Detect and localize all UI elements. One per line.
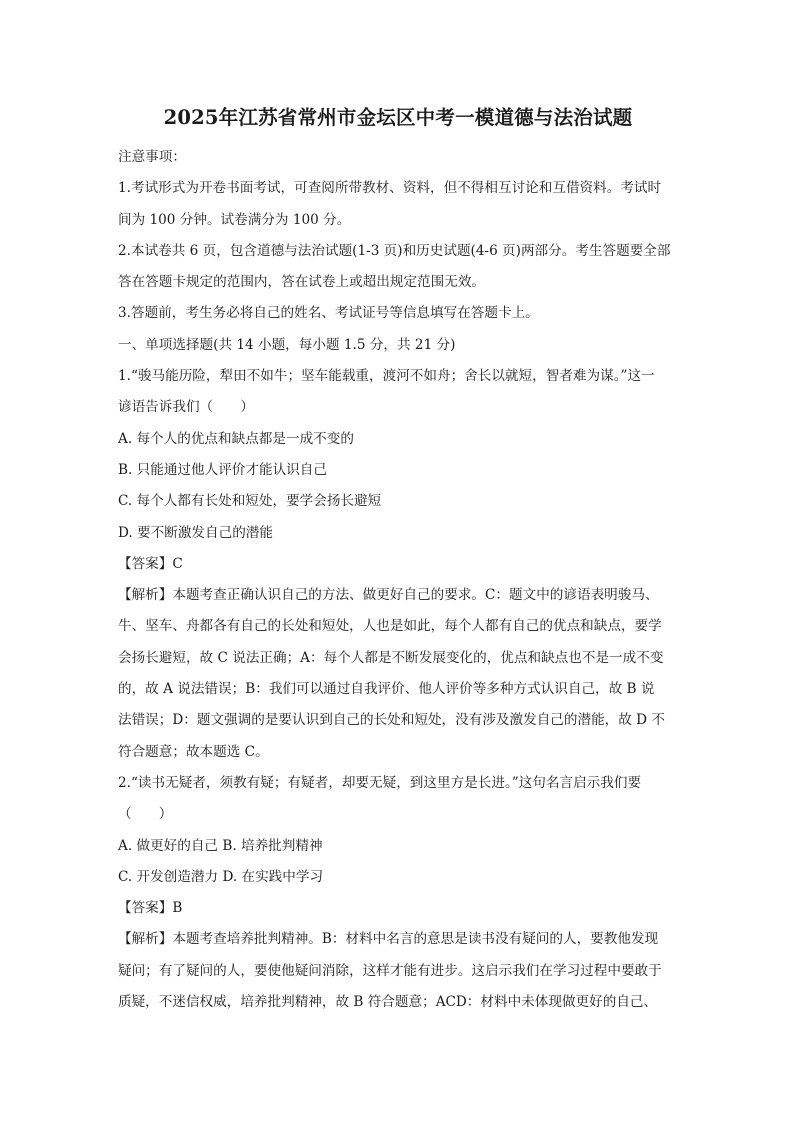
notice-item-1-line-2: 间为 100 分钟。试卷满分为 100 分。: [118, 211, 351, 228]
question-1-analysis-line-6: 符合题意；故本题选 C。: [118, 743, 269, 760]
question-1-stem-line-2: 谚语告诉我们（ ）: [118, 399, 254, 416]
question-1-option-c: C. 每个人都有长处和短处，要学会扬长避短: [118, 493, 382, 510]
question-1-analysis-line-4: 的，故 A 说法错误；B：我们可以通过自我评价、他人评价等多种方式认识自己，故 B 说: [118, 681, 655, 698]
question-2-stem-line-1: 2.“读书无疑者，须教有疑；有疑者，却要无疑，到这里方是长进。”这句名言启示我们要: [118, 774, 642, 791]
question-1-option-d: D. 要不断激发自己的潜能: [118, 524, 273, 541]
question-2-analysis-line-3: 质疑，不迷信权威，培养批判精神，故 B 符合题意；ACD：材料中未体现做更好的自己、: [118, 994, 658, 1011]
question-2-options-ab: A. 做更好的自己 B. 培养批判精神: [118, 837, 323, 854]
question-1-option-b: B. 只能通过他人评价才能认识自己: [118, 461, 327, 478]
question-2-stem-line-2: （ ）: [118, 806, 173, 823]
notice-item-2-line-2: 答在答题卡规定的范围内，答在试卷上或超出规定范围无效。: [118, 274, 486, 291]
notice-item-1-line-1: 1.考试形式为开卷书面考试，可查阅所带教材、资料，但不得相互讨论和互借资料。考试时: [118, 180, 662, 197]
question-1-stem-line-1: 1.“骏马能历险，犁田不如牛；坚车能载重，渡河不如舟；舍长以就短，智者难为谋。”这一: [118, 368, 655, 385]
notice-item-2-line-1: 2.本试卷共 6 页，包含道德与法治试题(1-3 页)和历史试题(4-6 页)两部分。考生答题要全部: [118, 242, 671, 259]
question-1-analysis-line-2: 牛、坚车、舟都各有自己的长处和短处，人也是如此，每个人都有自己的优点和缺点，要学: [118, 618, 662, 635]
section-heading: 一、单项选择题(共 14 小题，每小题 1.5 分，共 21 分): [118, 336, 456, 353]
question-2-analysis-line-2: 疑问；有了疑问的人，要使他疑问消除，这样才能有进步。这启示我们在学习过程中要敢于: [118, 962, 662, 979]
question-1-analysis-line-5: 法错误；D：题文强调的是要认识到自己的长处和短处，没有涉及激发自己的潜能，故 D 不: [118, 712, 665, 729]
question-1-analysis-line-3: 会扬长避短，故 C 说法正确；A：每个人都是不断发展变化的，优点和缺点也不是一成不变: [118, 649, 664, 666]
question-1-analysis-line-1: 【解析】本题考查正确认识自己的方法、做更好自己的要求。C：题文中的谚语表明骏马、: [118, 587, 659, 604]
question-1-answer: 【答案】C: [118, 555, 183, 572]
notice-item-3: 3.答题前，考生务必将自己的姓名、考试证号等信息填写在答题卡上。: [118, 305, 539, 322]
page-title: 2025年江苏省常州市金坛区中考一模道德与法治试题: [163, 106, 633, 129]
document-page: [118, 104, 678, 1018]
question-1-option-a: A. 每个人的优点和缺点都是一成不变的: [118, 430, 354, 447]
question-2-options-cd: C. 开发创造潜力 D. 在实践中学习: [118, 868, 324, 885]
notice-heading: 注意事项：: [118, 149, 186, 165]
question-2-analysis-line-1: 【解析】本题考查培养批判精神。B：材料中名言的意思是读书没有疑问的人，要教他发现: [118, 931, 659, 948]
question-2-answer: 【答案】B: [118, 900, 183, 917]
